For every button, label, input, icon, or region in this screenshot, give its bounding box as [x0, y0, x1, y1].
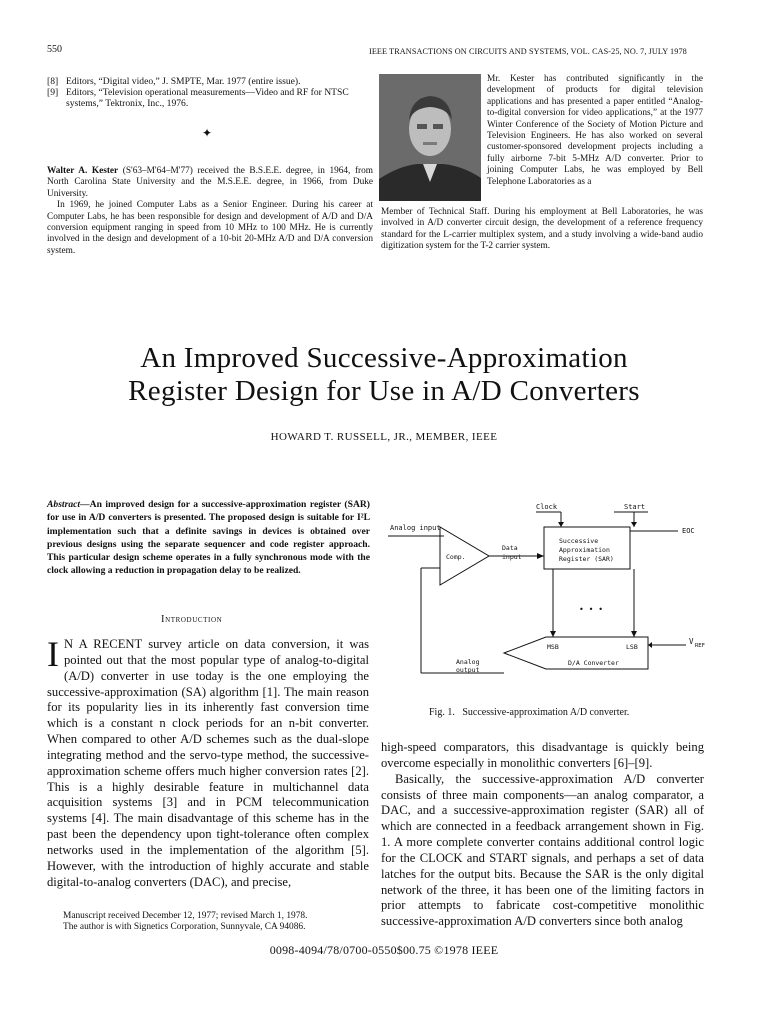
footnotes — [63, 911, 373, 933]
bio-para-1: (S'63–M'64–M'77) received the B.S.E.E. degree, in 1964, from North Carolina State University and the M.S.E.E. degree, in 1966, from Duke University. — [47, 166, 374, 199]
sar-label-3: Register (SAR) — [559, 555, 614, 563]
section-separator: ✦ — [202, 126, 213, 140]
data-input-label-1: Data — [502, 544, 518, 552]
reference-list — [47, 76, 377, 109]
reference-item — [47, 76, 377, 87]
section-heading: Introduction — [161, 614, 223, 625]
bio-right-text: Mr. Kester has contributed significantly in the development of products for digital television applications and has presented a paper entitled “Analog-to-digital conversion for video applications,” at the 1977 Winter Conference of the Society of Motion Picture and Television Engineers. He has also worked on several customer-sponsored development projects including a fully airborne 7-bit 5-MHz A/D converter. Prior to joining Computer Labs, he was employed by Bell Telephone Laboratories as a — [487, 74, 703, 187]
abstract — [47, 498, 370, 578]
drop-cap: I — [47, 634, 59, 674]
running-title: IEEE TRANSACTIONS ON CIRCUITS AND SYSTEMS, VOL. CAS-25, NO. 7, JULY 1978 — [369, 47, 687, 56]
page-number: 550 — [47, 44, 62, 55]
abstract-label: Abstract— — [47, 499, 90, 510]
vref-arrow — [648, 642, 652, 648]
reference-number: [8] — [47, 76, 59, 87]
ellipsis-label: • • • — [579, 605, 604, 614]
msb-label: MSB — [547, 643, 559, 651]
footnote-received: Manuscript received December 12, 1977; revised March 1, 1978. — [63, 911, 308, 921]
sar-label-1: Successive — [559, 537, 599, 545]
start-label: Start — [624, 503, 646, 511]
lsb-arrow — [631, 631, 637, 637]
figure-caption: Fig. 1. Successive-approximation A/D converter. — [429, 707, 630, 718]
data-arrow — [537, 553, 544, 559]
analog-output-label-2: output — [456, 666, 480, 674]
bio-name: Walter A. Kester — [47, 166, 119, 176]
clock-label: Clock — [536, 503, 558, 511]
title-line-2: Register Design for Use in A/D Converters — [128, 375, 640, 407]
article-author: HOWARD T. RUSSELL, JR., MEMBER, IEEE — [270, 431, 498, 443]
right-column-body — [381, 740, 704, 930]
eoc-label: EOC — [682, 527, 695, 535]
vref-sub-label: REF — [695, 643, 705, 649]
reference-text: Editors, “Digital video,” J. SMPTE, Mar. 1977 (entire issue). — [66, 76, 301, 87]
start-arrow — [631, 522, 637, 527]
intro-body — [47, 634, 370, 891]
reference-text: Editors, “Television operational measurements—Video and RF for NTSC systems,” Tektronix, Inc., 1976. — [66, 87, 349, 109]
analog-input-label: Analog input — [390, 524, 441, 532]
bio-para-2: In 1969, he joined Computer Labs as a Senior Engineer. During his career at Computer Labs, he has been responsible for design and development of A/D and D/A conversion equipment ranging in speed from 10 MHz to 100 MHz. He is currently involved in the design and development of a 10-bit 20-MHz A/D and D/A conversion system. — [47, 200, 373, 256]
title-line-1: An Improved Successive-Approximation — [140, 342, 628, 374]
lsb-label: LSB — [626, 643, 638, 651]
clock-arrow — [558, 522, 564, 527]
article-title — [40, 342, 728, 408]
right-para-2: Basically, the successive-approximation A/D converter consists of three main components—an analog comparator, a DAC, and a successive-approximation register (SAR) all of which are connected in a feedback arrangement shown in Fig. 1. A more complete converter contains additional control logic for the CLOCK and START signals, and perhaps a set of data latches for the output bits. Because the SAR is the only digital network of the three, it has been one of the limiting factors in prior attempts to fabricate cost-competitive monolithic successive-approximation A/D converters since both analog — [381, 771, 704, 929]
reference-item — [47, 87, 377, 109]
data-input-label-2: input — [502, 553, 522, 561]
abstract-text: An improved design for a successive-approximation register (SAR) for use in A/D converters is presented. The proposed design is suitable for I²L implementation such that a definite savings in devices is obtained over previous designs using the separate sequencer and code register approach. This particular design scheme operates in a fully synchronous mode with the clock allowing a reduction in propagation delay to be realized. — [47, 499, 370, 577]
author-photo — [379, 74, 481, 201]
intro-lead: N A RECENT — [64, 637, 142, 651]
figure-1-diagram — [386, 497, 716, 692]
author-portrait-image — [379, 74, 481, 201]
msb-arrow — [550, 631, 556, 637]
copyright-footer: 0098-4094/78/0700-0550$00.75 ©1978 IEEE — [269, 943, 499, 957]
dac-label: D/A Converter — [568, 659, 619, 667]
right-para-1: high-speed comparators, this disadvantage is quickly being overcome especially in monolithic converters [6]–[9]. — [381, 740, 704, 770]
reference-number: [9] — [47, 87, 59, 98]
intro-text: survey article on data conversion, it was pointed out that the most popular type of analog-to-digital (A/D) converter in use today is the one employing the successive-approximation (SA) algorithm [1]. The main reason for its popularity lies in its inherently fast conversion time which is a constant n clock periods for an n-bit converter. When compared to other A/D schemes such as the dual-slope integrating method and the servo-type method, the successive-approximation scheme offers much higher conversion rates [2]. This is a highly desirable feature in multichannel data acquisition systems [3] and in PCM telecommunication systems [4]. The main disadvantage of this scheme has in the past been the dependency upon tight-tolerance often complex networks used in the implementation of the algorithm [5]. However, with the introduction of highly accurate and stable digital-to-analog converters (DAC), and precise, — [47, 637, 370, 889]
comparator-label: Comp. — [446, 553, 466, 561]
vref-label: V — [689, 637, 694, 646]
footnote-affiliation: The author is with Signetics Corporation, Sunnyvale, CA 94086. — [63, 922, 306, 932]
bio-left-column — [47, 166, 373, 257]
bio-continued: Member of Technical Staff. During his employment at Bell Laboratories, he was involved in A/D converter circuit design, the development of a reference frequency standard for the L-carrier multiplex system, and a study involving a wide-band audio digitization system for the T-2 carrier system. — [381, 207, 703, 252]
sar-label-2: Approximation — [559, 546, 610, 554]
analog-output-label-1: Analog — [456, 658, 480, 666]
